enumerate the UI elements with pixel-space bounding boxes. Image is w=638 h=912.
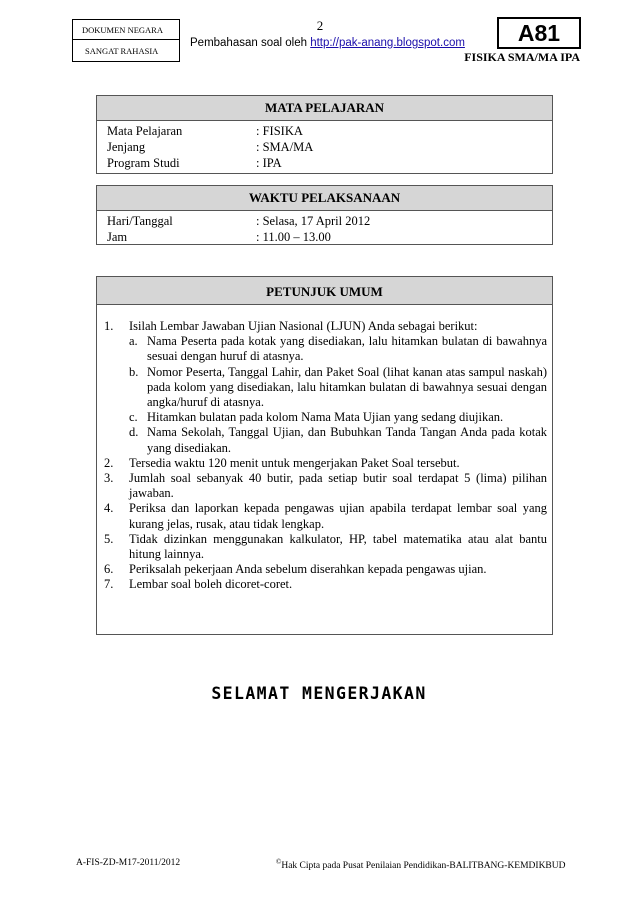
mp-value-2: : SMA/MA — [256, 140, 314, 154]
item-number: 1. — [104, 319, 114, 333]
mp-label-3: Program Studi — [107, 156, 180, 170]
sub-item — [129, 425, 547, 455]
sub-item — [129, 365, 547, 411]
petunjuk-title: PETUNJUK UMUM — [97, 277, 552, 305]
item-text: Periksalah pekerjaan Anda sebelum diserahkan kepada pengawas ujian. — [129, 562, 487, 577]
waktu-value-2: : 11.00 – 13.00 — [256, 230, 331, 244]
sub-item — [129, 334, 547, 364]
subject-heading: FISIKA SMA/MA IPA — [464, 50, 580, 64]
list-item — [104, 501, 547, 531]
mp-value-3: : IPA — [256, 156, 282, 170]
list-item — [104, 577, 547, 592]
item-text: Lembar soal boleh dicoret-coret. — [129, 577, 293, 592]
waktu-label-1: Hari/Tanggal — [107, 214, 173, 228]
package-code: A81 — [497, 17, 581, 49]
sub-item-text: Nama Peserta pada kotak yang disediakan, lalu hitamkan bulatan di bawahnya sesuai dengan huruf di atasnya. — [147, 334, 547, 364]
list-item — [104, 456, 547, 471]
subtitle-text: Pembahasan soal oleh — [190, 37, 311, 49]
item-text: Tidak dizinkan menggunakan kalkulator, HP, tabel matematika atau alat bantu hitung lainnya. — [129, 531, 547, 562]
item-number: 2. — [104, 455, 114, 470]
waktu-pelaksanaan-box — [96, 185, 553, 245]
copyright-symbol: © — [276, 858, 282, 866]
document-classification-box — [72, 19, 180, 62]
header-subtitle — [190, 37, 465, 49]
item-text: Periksa dan laporkan kepada pengawas ujian apabila terdapat lembar soal yang kurang jelas, rusak, atau tidak lengkap. — [129, 501, 547, 531]
sub-item-letter: c. — [129, 410, 138, 425]
footer-copyright — [276, 858, 566, 871]
subtitle-link[interactable]: http://pak-anang.blogspot.com — [310, 37, 465, 49]
sub-item-text: Hitamkan bulatan pada kolom Nama Mata Ujian yang sedang diujikan. — [147, 410, 504, 425]
item-number: 7. — [104, 577, 114, 592]
footer-document-code: A-FIS-ZD-M17-2011/2012 — [76, 858, 181, 868]
item-number: 3. — [104, 471, 114, 486]
mp-label-2: Jenjang — [107, 140, 146, 154]
sub-item-text: Nomor Peserta, Tanggal Lahir, dan Paket Soal (lihat kanan atas sampul naskah) pada kolom yang disediakan, lalu hitamkan bulatan di bawahnya sesuai dengan angka/huruf di atasnya. — [147, 364, 547, 410]
item-number: 4. — [104, 501, 114, 516]
mp-value-1: : FISIKA — [256, 124, 303, 138]
sub-item-letter: b. — [129, 364, 139, 379]
copyright-text: Hak Cipta pada Pusat Penilaian Pendidikan-BALITBANG-KEMDIKBUD — [281, 861, 566, 872]
list-item — [104, 319, 547, 456]
instructions-list — [104, 319, 547, 593]
item-number: 6. — [104, 562, 114, 577]
mata-pelajaran-box — [96, 95, 553, 174]
item-text: Jumlah soal sebanyak 40 butir, pada setiap butir soal terdapat 5 (lima) pilihan jawaban. — [129, 471, 547, 501]
doc-label-top: DOKUMEN NEGARA — [73, 20, 179, 40]
list-item — [104, 471, 547, 501]
mp-label-1: Mata Pelajaran — [107, 124, 183, 138]
page-number: 2 — [316, 18, 324, 33]
waktu-label-2: Jam — [107, 230, 128, 244]
sub-item-text: Nama Sekolah, Tanggal Ujian, dan Bubuhkan Tanda Tangan Anda pada kotak yang disediakan. — [147, 425, 547, 455]
closing-message: SELAMAT MENGERJAKAN — [211, 684, 427, 703]
item-text: Tersedia waktu 120 menit untuk mengerjakan Paket Soal tersebut. — [129, 455, 460, 470]
waktu-title: WAKTU PELAKSANAAN — [97, 186, 552, 211]
sub-list — [129, 334, 547, 456]
sub-item — [129, 410, 547, 425]
sub-item-letter: d. — [129, 425, 139, 440]
mata-pelajaran-title: MATA PELAJARAN — [97, 96, 552, 121]
waktu-value-1: : Selasa, 17 April 2012 — [256, 214, 371, 228]
list-item — [104, 532, 547, 562]
sub-item-letter: a. — [129, 334, 138, 349]
list-item — [104, 562, 547, 577]
item-text: Isilah Lembar Jawaban Ujian Nasional (LJUN) Anda sebagai berikut: — [129, 319, 478, 333]
item-number: 5. — [104, 531, 114, 546]
doc-label-bottom: SANGAT RAHASIA — [85, 46, 159, 56]
